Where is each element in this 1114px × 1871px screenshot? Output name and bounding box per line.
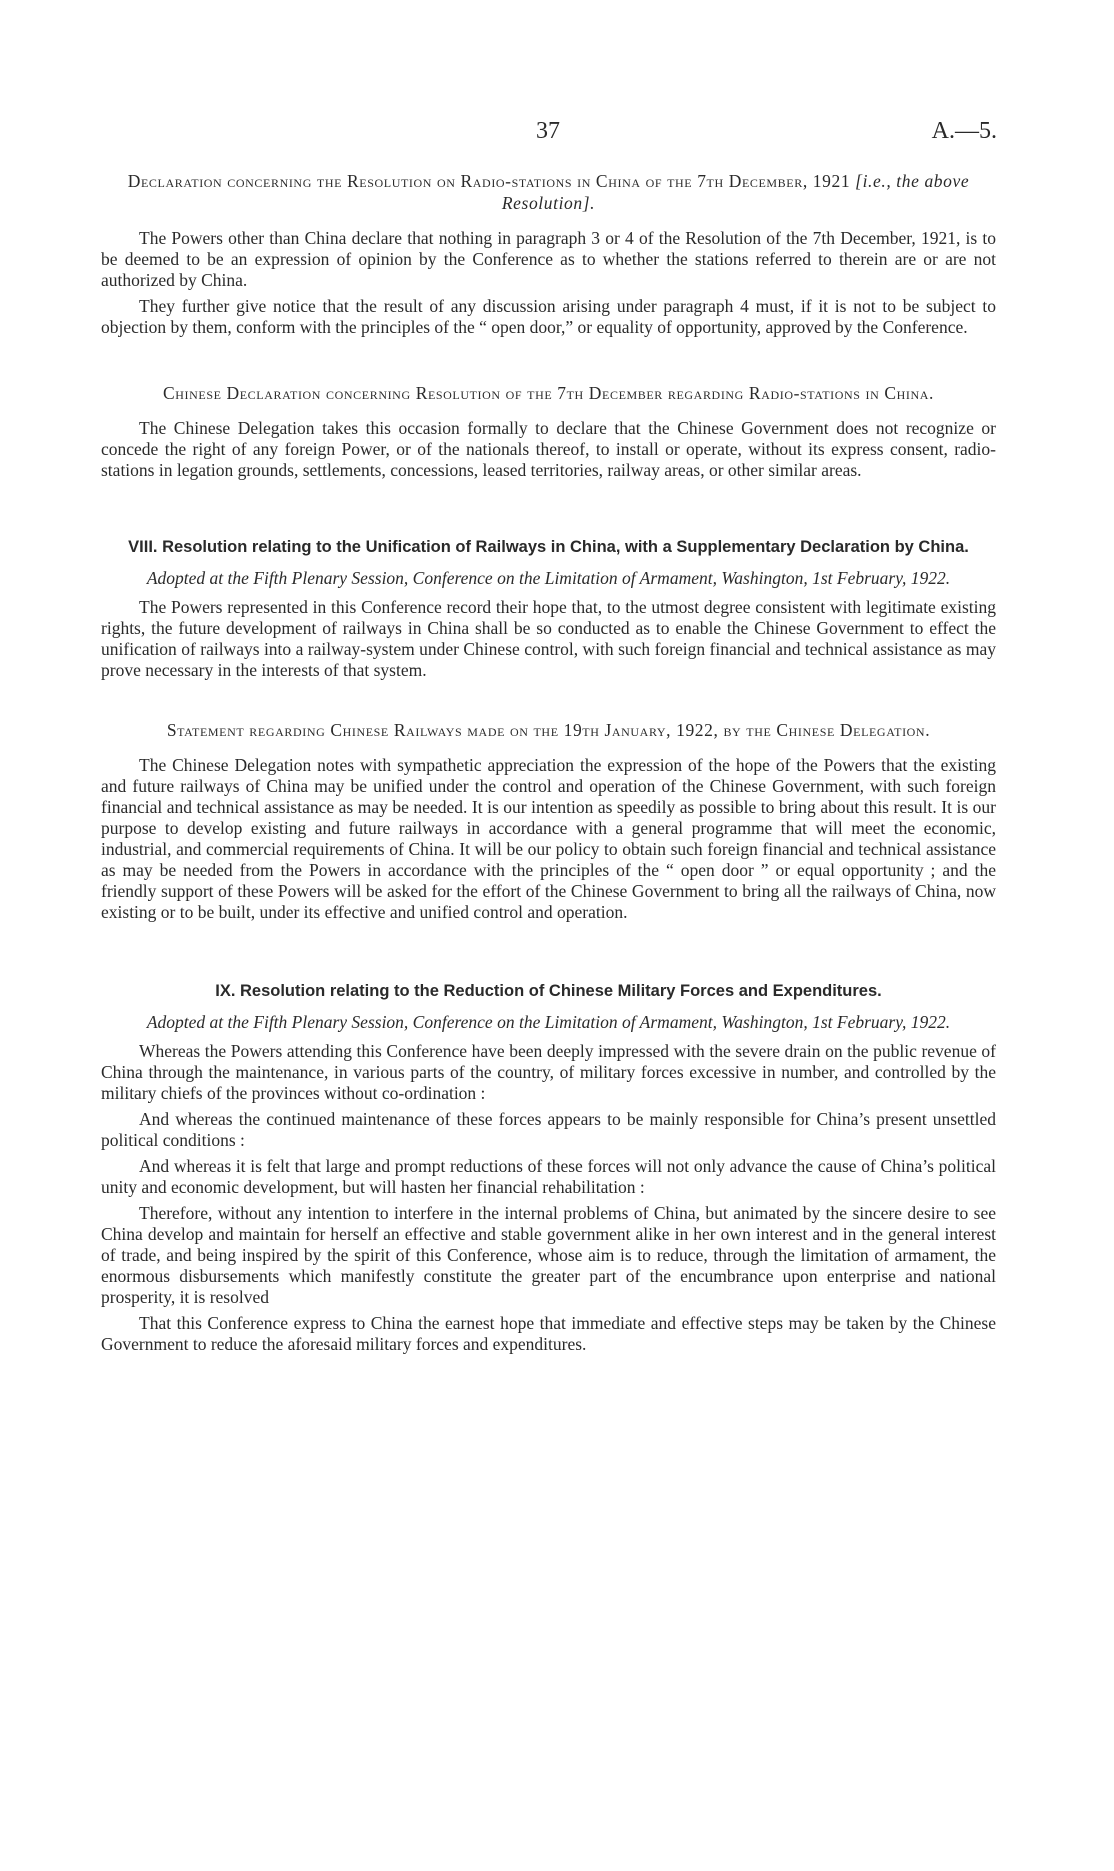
paragraph: They further give notice that the result of any discussion arising under paragraph 4 must, if it is not to be subject to objection by them, conform with the principles of the “ open door,” or equality of opportunity, approved by the Conference. [101,296,996,337]
paragraph: The Powers other than China declare that nothing in paragraph 3 or 4 of the Resolution of the 7th December, 1921, is to be deemed to be an expression of opinion by the Conference as to whether the stations referred to therein are or are not authorized by China. [101,228,996,290]
document-reference: A.—5. [931,118,997,144]
paragraph: The Chinese Delegation notes with sympathetic appreciation the expression of the hope of the Powers that the existing and future railways of China may be unified under the control and operation of the Chinese Government, with such foreign financial and technical assistance as may be needed. It is our intention as speedily as possible to bring about this result. It is our purpose to develop existing and future railways in accordance with a general programme that will meet the economic, industrial, and commercial requirements of China. It will be our policy to obtain such foreign financial and technical assistance as may be needed from the Powers in accordance with the principles of the “ open door ” or equal opportunity ; and the friendly support of these Powers will be asked for the effort of the Chinese Government to bring all the railways of China, now existing or to be built, under its effective and unified control and operation. [101,755,996,922]
paragraph: That this Conference express to China the earnest hope that immediate and effective steps may be taken by the Chinese Government to reduce the aforesaid military forces and expenditures. [101,1313,996,1354]
section-heading-chinese-radio-declaration: Chinese Declaration concerning Resolution of the 7th December regarding Radio-stations in China. [163,383,934,403]
resolution-title-viii: VIII. Resolution relating to the Unification of Railways in China, with a Supplementary Declaration by China. [128,538,969,556]
paragraph: Whereas the Powers attending this Conference have been deeply impressed with the severe drain on the public revenue of China through the maintenance, in various parts of the country, of military forces excessive in number, and controlled by the military chiefs of the provinces without co-ordination : [101,1041,996,1103]
paragraph: The Chinese Delegation takes this occasion formally to declare that the Chinese Government does not recognize or concede the right of any foreign Power, or of the nationals thereof, to install or operate, without its express consent, radio-stations in legation grounds, settlements, concessions, leased territories, railway areas, or other similar areas. [101,418,996,480]
adoption-note: Adopted at the Fifth Plenary Session, Conference on the Limitation of Armament, Washington, 1st February, 1922. [146,568,951,588]
paragraph: Therefore, without any intention to interfere in the internal problems of China, but animated by the sincere desire to see China develop and maintain for herself an effective and stable government alike in her own interest and in the general interest of trade, and being inspired by the spirit of this Conference, whose aim is to reduce, through the limitation of armament, the enormous disbursements which manifestly constitute the greater part of the encumbrance upon enterprise and national prosperity, it is resolved [101,1203,996,1307]
adoption-note: Adopted at the Fifth Plenary Session, Conference on the Limitation of Armament, Washington, 1st February, 1922. [146,1012,951,1032]
paragraph: The Powers represented in this Conference record their hope that, to the utmost degree consistent with legitimate existing rights, the future development of railways in China shall be so conducted as to enable the Chinese Government to effect the unification of railways into a railway-system under Chinese control, with such foreign financial and technical assistance as may prove necessary in the interests of that system. [101,597,996,680]
page-number: 37 [536,118,560,144]
resolution-title-ix: IX. Resolution relating to the Reduction of Chinese Military Forces and Expenditures. [215,982,882,1000]
paragraph: And whereas it is felt that large and prompt reductions of these forces will not only advance the cause of China’s political unity and economic development, but will hasten her financial rehabilitation : [101,1156,996,1197]
section-heading-radio-declaration: Declaration concerning the Resolution on Radio-stations in China of the 7th December, 1921 [i.e., the above Resolution]. [127,171,970,213]
page-content [101,170,996,1360]
paragraph: And whereas the continued maintenance of these forces appears to be mainly responsible for China’s present unsettled political conditions : [101,1109,996,1150]
section-heading-railways-statement: Statement regarding Chinese Railways made on the 19th January, 1922, by the Chinese Delegation. [166,720,931,740]
